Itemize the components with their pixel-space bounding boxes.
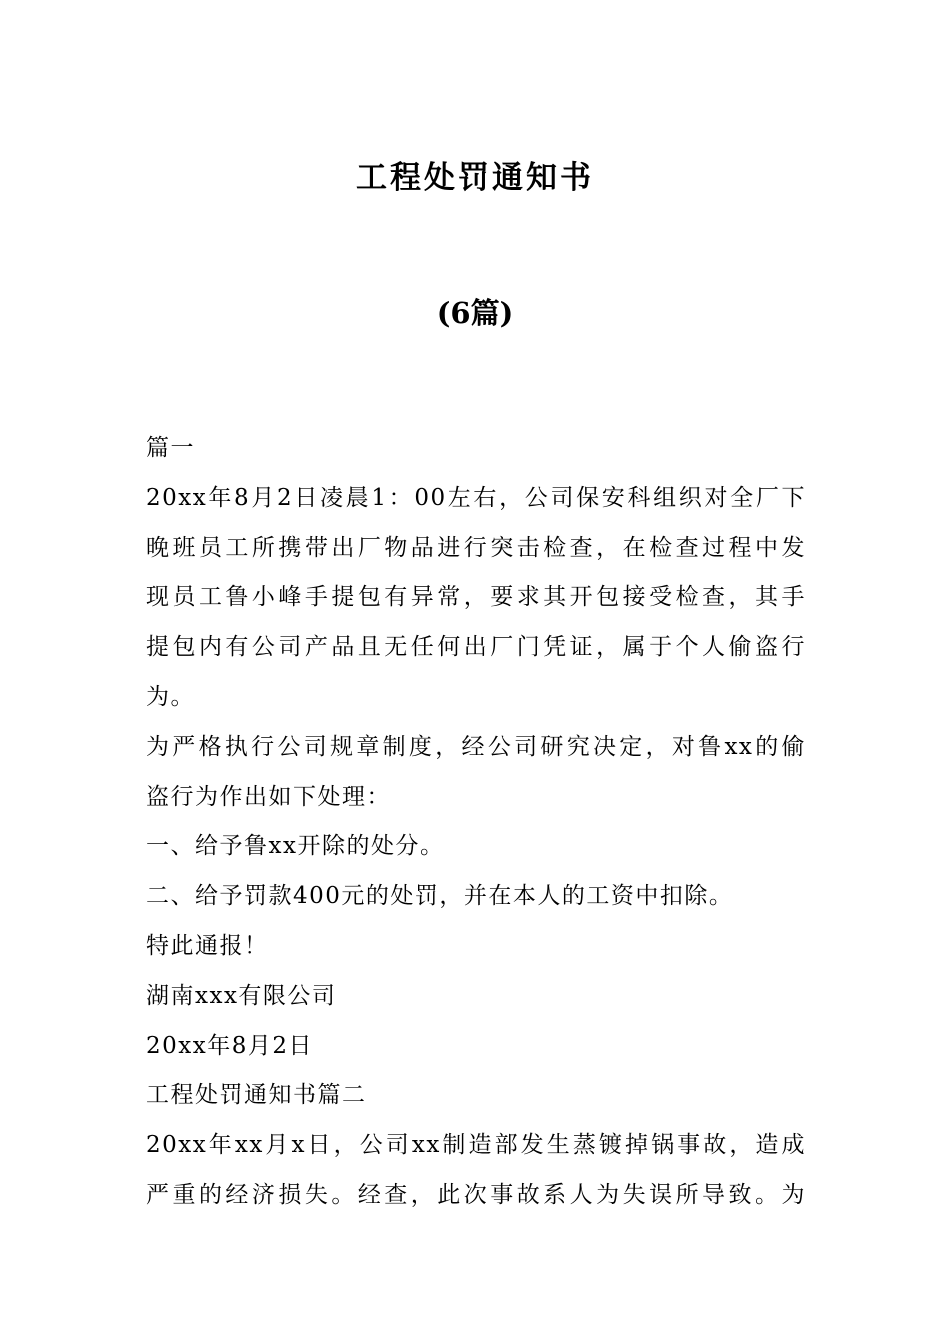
document-body [146, 424, 806, 1221]
paragraph-line: 20xx年xx月x日，公司xx制造部发生蒸镀掉锅事故，造成 [146, 1132, 806, 1159]
paragraph-line: 盗行为作出如下处理： [146, 783, 391, 810]
document-title: 工程处罚通知书 [356, 160, 594, 196]
section-heading: 篇一 [146, 435, 195, 461]
paragraph-line: 现员工鲁小峰手提包有异常，要求其开包接受检查，其手 [146, 584, 806, 611]
paragraph-line: 晚班员工所携带出厂物品进行突击检查，在检查过程中发 [146, 534, 806, 561]
closing-text: 特此通报！ [146, 932, 269, 959]
paragraph-line: 20xx年8月2日凌晨1：00左右，公司保安科组织对全厂下 [146, 484, 806, 511]
document-date: 20xx年8月2日 [146, 1032, 313, 1059]
document-subtitle: (6篇) [436, 296, 514, 330]
list-item: 一、给予鲁xx开除的处分。 [146, 833, 445, 860]
paragraph-line: 严重的经济损失。经查，此次事故系人为失误所导致。为 [146, 1181, 806, 1208]
list-item: 二、给予罚款400元的处罚，并在本人的工资中扣除。 [146, 883, 734, 910]
company-name: 湖南xxx有限公司 [146, 982, 337, 1009]
section-heading: 工程处罚通知书篇二 [146, 1082, 367, 1109]
paragraph-line: 为严格执行公司规章制度，经公司研究决定，对鲁xx的偷 [146, 733, 806, 760]
paragraph-line: 提包内有公司产品且无任何出厂门凭证，属于个人偷盗行 [146, 634, 806, 661]
paragraph-line: 为。 [146, 683, 195, 710]
